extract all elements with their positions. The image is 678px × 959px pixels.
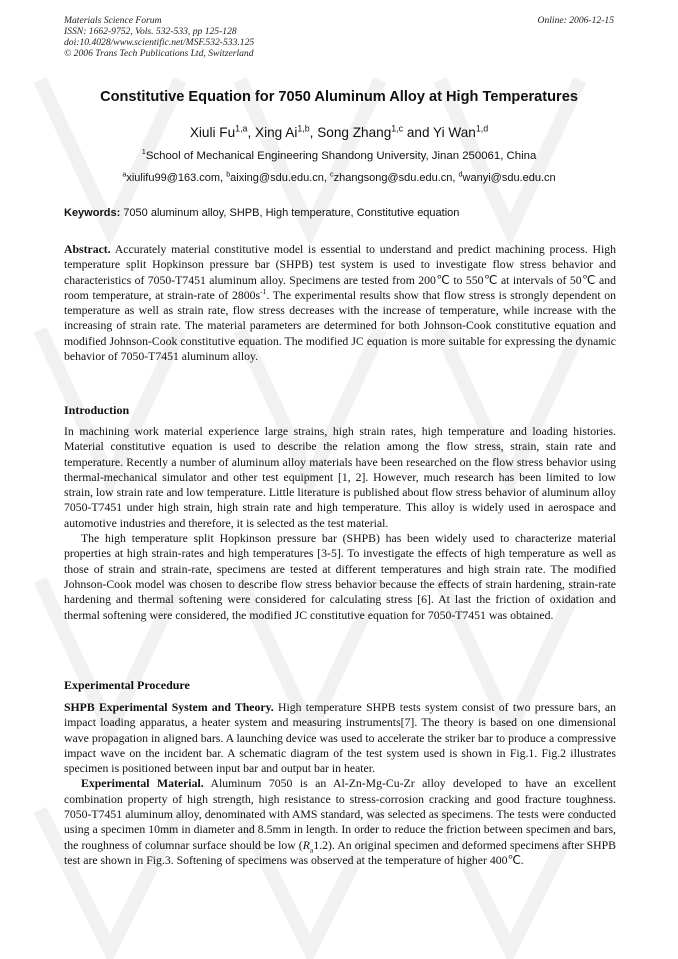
- experimental-heading: Experimental Procedure: [64, 678, 190, 692]
- introduction-section: [64, 424, 616, 623]
- keywords-text: 7050 aluminum alloy, SHPB, High temperature, Constitutive equation: [123, 207, 460, 219]
- strain-rate-unit-sup: -1: [260, 286, 267, 296]
- author-list: Xiuli Fu$^{1,a}$, Xing Ai$^{1,b}$, Song Zhang$^{1,c}$ and Yi Wan$^{1,d}$: [189, 123, 489, 140]
- issn-line: ISSN: 1662-9752, Vols. 532-533, pp 125-128: [64, 26, 237, 37]
- journal-name: Materials Science Forum: [64, 15, 162, 26]
- exp-subheading-shpb: SHPB Experimental System and Theory.: [64, 701, 274, 714]
- exp-text-shpb: High temperature SHPB tests system consist of two pressure bars, an impact loading apparatus, a heater system and measuring instruments[7]. The theory is based on one dimensional wave propagation in aligned bars. A launching device was used to accelerate the striker bar to produce a compressive impact wave on the incident bar. A schematic diagram of the test system used is shown in Fig.1. Fig.2 illustrates specimen is positioned between input bar and output bar in heater.: [64, 701, 616, 776]
- affiliation: [0, 147, 678, 162]
- author-name: Yi Wan: [433, 125, 476, 140]
- email-address: wanyi@sdu.edu.cn: [462, 172, 556, 184]
- doi-line: doi:10.4028/www.scientific.net/MSF.532-533.125: [64, 37, 255, 48]
- online-date: Online: 2006-12-15: [537, 15, 614, 26]
- abstract-paragraph: [64, 242, 616, 364]
- paper-title: Constitutive Equation for 7050 Aluminum Alloy at High Temperatures: [100, 89, 578, 105]
- email-sup: c: [330, 170, 334, 179]
- email-sup: b: [226, 170, 231, 179]
- author-affil-sup: 1,a: [235, 123, 248, 134]
- abstract-text-cont: . The experimental results show that flow stress is strongly dependent on temperature as well as strain rate, flow stress decreases with the increase of temperature, while increase with the increasing of strain rate. The material parameters are determined for both Johnson-Cook constitutive equation and modified Johnson-Cook constitutive equation. The modified JC equation is more suitable for expressing the dynamic behavior of 7050-T7451 aluminum alloy.: [64, 288, 617, 364]
- abstract-text: Accurately material constitutive model is essential to understand and predict machining process. High temperature split Hopkinson pressure bar (SHPB) test system is used to investigate flow stress behavior and characteristics of 7050-T7451 aluminum alloy. Specimens are tested from 200℃ to 550℃ at intervals of 50℃ and room temperature, at strain-rate of 2800s: [64, 243, 616, 302]
- keywords: [64, 207, 616, 219]
- journal-header: [64, 15, 254, 59]
- author-name: Song Zhang: [317, 125, 392, 140]
- roughness-symbol: R: [302, 838, 310, 852]
- authors-conjunction: and: [406, 125, 430, 140]
- exp-subheading-material: Experimental Material.: [81, 777, 204, 791]
- author-name: Xing Ai: [255, 125, 298, 140]
- author-name: Xiuli Fu: [189, 125, 236, 140]
- experimental-section: [64, 700, 616, 868]
- author-affil-sup: 1,d: [475, 123, 489, 134]
- affiliation-text: School of Mechanical Engineering Shandong University, Jinan 250061, China: [145, 150, 537, 162]
- intro-paragraph-2: The high temperature split Hopkinson pressure bar (SHPB) has been widely used to characterize material properties at high strain-rates and high temperatures [3-5]. To investigate the effects of high temperature as well as those of strain and strain-rate, specimens are tested at different temperatures and high strain rate. The modified Johnson-Cook model was chosen to describe flow stress behavior because the effects of strain hardening, strain-rate hardening and thermal softening were considered for calculating stress [6]. At last the friction of oxidation and thermal softening were considered, the modified JC constitutive equation for 7050-T7451 was obtained.: [64, 532, 616, 622]
- email-address: aixing@sdu.edu.cn: [230, 172, 324, 184]
- email-sup: d: [458, 170, 463, 179]
- exp-paragraph-1: [64, 700, 616, 776]
- exp-text-material: Aluminum 7050 is an Al-Zn-Mg-Cu-Zr alloy developed to have an excellent combination property of high strength, high resistance to stress-corrosion cracking and good fracture toughness. 7050-T7451 aluminum alloy, denominated with AMS standard, was selected as specimens. The tests were conducted using a specimen 10mm in diameter and 8.5mm in length. In order to reduce the friction between specimen and bars, the roughness of columnar surface should be low (: [64, 777, 617, 852]
- email-list: $^a$xiulifu99@163.com, $^b$aixing@sdu.edu.cn, $^c$zhangsong@sdu.edu.cn, $^d$wanyi@sdu.edu.cn: [122, 170, 556, 184]
- email-address: zhangsong@sdu.edu.cn: [333, 172, 453, 184]
- author-affil-sup: 1,c: [391, 123, 404, 134]
- abstract: [64, 242, 616, 364]
- email-sup: a: [122, 170, 127, 179]
- affiliation-sup: 1: [141, 147, 146, 157]
- introduction-heading: Introduction: [64, 403, 130, 417]
- exp-text-material-cont: 1.2). An original specimen and deformed specimens after SHPB test are shown in Fig.3. Softening of specimens was observed at the temperature of higher 400℃.: [64, 838, 616, 867]
- intro-paragraph-1: In machining work material experience large strains, high strain rates, high temperature and loading histories. Material constitutive equation is used to describe the relation among the flow stress, strain, stain rate and temperature. Recently a number of aluminum alloy materials have been researched on the flow stress behavior using thermal-mechanical simulator and other test equipment [1, 2]. However, much research has been limited to low strain, low strain rate and low temperature. Little literature is published about flow stress behavior of aluminum alloy 7050-T7451 under high strain, high strain rate and high temperature. This alloy is widely used in aerospace and automotive industries and therefore, it is selected as the test material.: [64, 425, 616, 530]
- exp-paragraph-2: [64, 776, 616, 868]
- keywords-label: Keywords:: [64, 207, 121, 219]
- copyright-line: © 2006 Trans Tech Publications Ltd, Switzerland: [64, 48, 254, 59]
- author-affil-sup: 1,b: [297, 123, 310, 134]
- abstract-label: Abstract.: [64, 243, 111, 256]
- email-address: xiulifu99@163.com: [126, 172, 221, 184]
- roughness-sub: a: [309, 845, 314, 855]
